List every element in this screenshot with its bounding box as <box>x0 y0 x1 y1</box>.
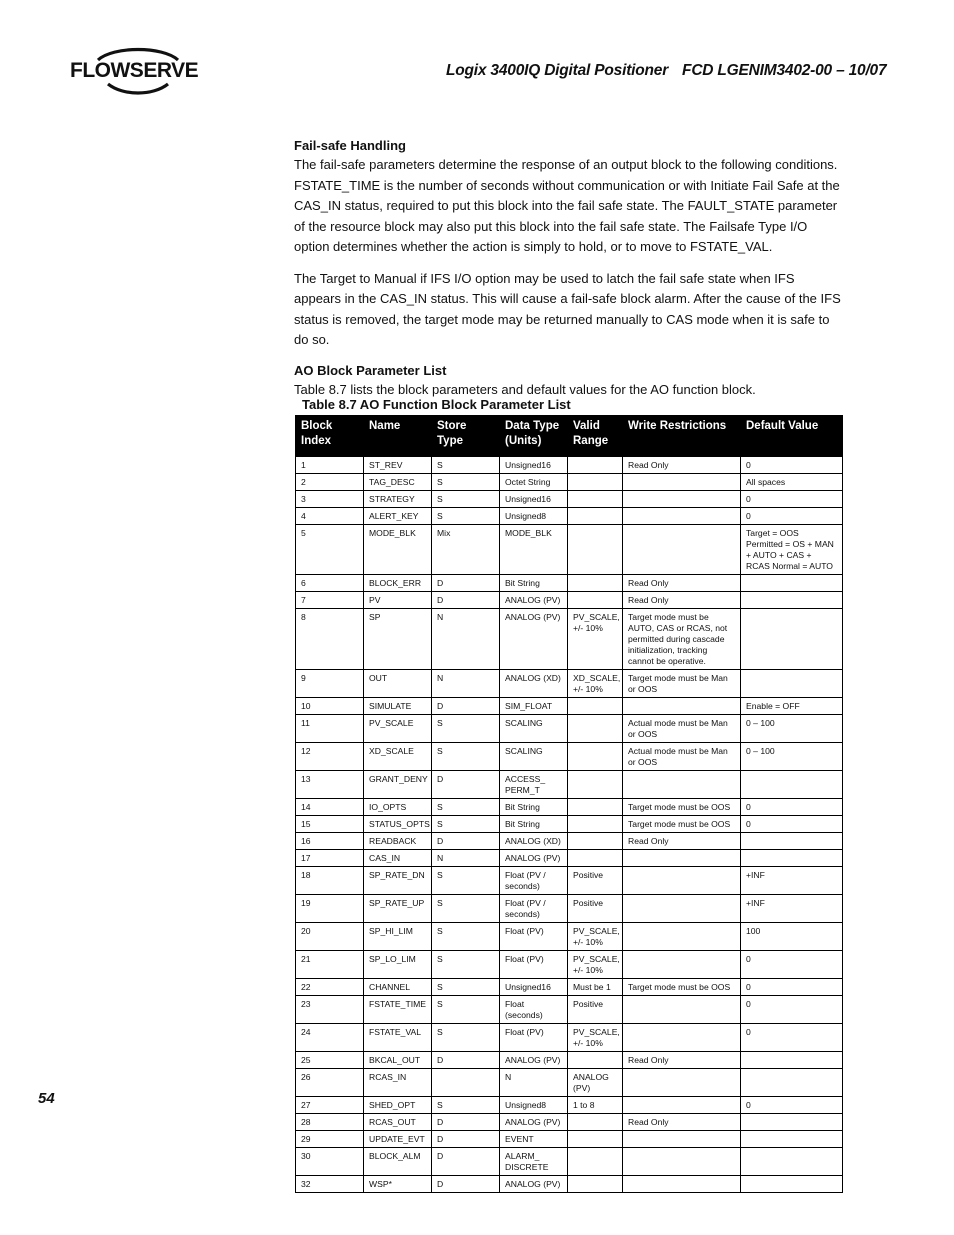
cell-name: SP_RATE_UP <box>364 895 432 923</box>
cell-store-type: S <box>432 996 500 1024</box>
cell-default-value: 0 <box>741 1097 843 1114</box>
cell-store-type: S <box>432 816 500 833</box>
document-id: FCD LGENIM3402-00 – 10/07 <box>682 62 887 79</box>
table-row <box>296 743 843 771</box>
cell-data-type: Unsigned16 <box>500 491 568 508</box>
cell-store-type: S <box>432 799 500 816</box>
cell-default-value <box>741 771 843 799</box>
cell-name: FSTATE_VAL <box>364 1024 432 1052</box>
cell-store-type: D <box>432 1131 500 1148</box>
table-row <box>296 491 843 508</box>
cell-write-restrictions: Target mode must be OOS <box>623 799 741 816</box>
cell-store-type: D <box>432 1176 500 1193</box>
header-data-type: Data Type (Units) <box>500 416 568 457</box>
cell-valid-range <box>568 457 623 474</box>
cell-write-restrictions: Target mode must be AUTO, CAS or RCAS, not permitted during cascade initialization, tracking cannot be operative. <box>623 609 741 670</box>
cell-block-index: 13 <box>296 771 364 799</box>
cell-name: SP_LO_LIM <box>364 951 432 979</box>
cell-write-restrictions <box>623 1097 741 1114</box>
cell-block-index: 25 <box>296 1052 364 1069</box>
table-row <box>296 1131 843 1148</box>
logo-wordmark: FLOWSERVE <box>70 59 199 82</box>
cell-write-restrictions: Actual mode must be Man or OOS <box>623 715 741 743</box>
header-store-type: Store Type <box>432 416 500 457</box>
cell-default-value <box>741 833 843 850</box>
cell-block-index: 18 <box>296 867 364 895</box>
cell-default-value <box>741 592 843 609</box>
cell-write-restrictions <box>623 525 741 575</box>
cell-default-value <box>741 575 843 592</box>
cell-valid-range <box>568 1131 623 1148</box>
cell-write-restrictions <box>623 923 741 951</box>
cell-store-type: D <box>432 1052 500 1069</box>
cell-write-restrictions: Target mode must be OOS <box>623 816 741 833</box>
cell-valid-range <box>568 474 623 491</box>
header-default-value: Default Value <box>741 416 843 457</box>
cell-write-restrictions <box>623 1131 741 1148</box>
table-row <box>296 895 843 923</box>
cell-data-type: ANALOG (PV) <box>500 592 568 609</box>
cell-store-type: S <box>432 979 500 996</box>
cell-store-type: D <box>432 833 500 850</box>
cell-default-value: +INF <box>741 895 843 923</box>
cell-block-index: 1 <box>296 457 364 474</box>
table-row <box>296 1024 843 1052</box>
cell-valid-range <box>568 525 623 575</box>
cell-data-type: ANALOG (PV) <box>500 850 568 867</box>
cell-data-type: Float (seconds) <box>500 996 568 1024</box>
cell-write-restrictions <box>623 1069 741 1097</box>
table-row <box>296 1176 843 1193</box>
cell-block-index: 17 <box>296 850 364 867</box>
cell-block-index: 22 <box>296 979 364 996</box>
cell-valid-range <box>568 816 623 833</box>
cell-data-type: Unsigned8 <box>500 508 568 525</box>
table-row <box>296 474 843 491</box>
cell-default-value: +INF <box>741 867 843 895</box>
table-row <box>296 771 843 799</box>
cell-block-index: 15 <box>296 816 364 833</box>
cell-default-value: 0 <box>741 996 843 1024</box>
table-row <box>296 816 843 833</box>
table-caption: Table 8.7 AO Function Block Parameter List <box>302 397 571 412</box>
cell-data-type: ALARM_ DISCRETE <box>500 1148 568 1176</box>
cell-write-restrictions <box>623 1024 741 1052</box>
cell-valid-range <box>568 508 623 525</box>
cell-block-index: 20 <box>296 923 364 951</box>
cell-valid-range <box>568 575 623 592</box>
cell-write-restrictions <box>623 474 741 491</box>
cell-name: IO_OPTS <box>364 799 432 816</box>
flowserve-logo <box>68 44 208 96</box>
table-row <box>296 951 843 979</box>
cell-store-type: S <box>432 743 500 771</box>
cell-valid-range: XD_SCALE, +/- 10% <box>568 670 623 698</box>
cell-valid-range <box>568 715 623 743</box>
cell-block-index: 4 <box>296 508 364 525</box>
table-row <box>296 799 843 816</box>
cell-block-index: 23 <box>296 996 364 1024</box>
cell-valid-range: Positive <box>568 895 623 923</box>
table-row <box>296 833 843 850</box>
cell-default-value: 0 <box>741 979 843 996</box>
cell-default-value: 100 <box>741 923 843 951</box>
cell-name: TAG_DESC <box>364 474 432 491</box>
cell-data-type: ANALOG (PV) <box>500 1114 568 1131</box>
cell-data-type: ANALOG (PV) <box>500 1052 568 1069</box>
cell-block-index: 8 <box>296 609 364 670</box>
cell-store-type: S <box>432 1097 500 1114</box>
cell-block-index: 26 <box>296 1069 364 1097</box>
table-row <box>296 609 843 670</box>
cell-name: GRANT_DENY <box>364 771 432 799</box>
cell-write-restrictions <box>623 867 741 895</box>
table-row <box>296 1148 843 1176</box>
cell-block-index: 9 <box>296 670 364 698</box>
cell-block-index: 32 <box>296 1176 364 1193</box>
cell-write-restrictions: Target mode must be OOS <box>623 979 741 996</box>
cell-valid-range <box>568 833 623 850</box>
cell-name: PV_SCALE <box>364 715 432 743</box>
cell-valid-range <box>568 743 623 771</box>
cell-data-type: SCALING <box>500 715 568 743</box>
cell-valid-range <box>568 850 623 867</box>
cell-data-type: SIM_FLOAT <box>500 698 568 715</box>
cell-name: RCAS_OUT <box>364 1114 432 1131</box>
cell-store-type: N <box>432 670 500 698</box>
cell-valid-range: PV_SCALE, +/- 10% <box>568 951 623 979</box>
table-row <box>296 508 843 525</box>
cell-name: READBACK <box>364 833 432 850</box>
table-row <box>296 592 843 609</box>
cell-block-index: 29 <box>296 1131 364 1148</box>
cell-block-index: 7 <box>296 592 364 609</box>
table-row <box>296 1052 843 1069</box>
cell-valid-range: PV_SCALE, +/- 10% <box>568 923 623 951</box>
cell-name: RCAS_IN <box>364 1069 432 1097</box>
cell-store-type: S <box>432 715 500 743</box>
cell-data-type: Float (PV / seconds) <box>500 895 568 923</box>
cell-data-type: Float (PV) <box>500 923 568 951</box>
cell-default-value <box>741 1148 843 1176</box>
cell-block-index: 11 <box>296 715 364 743</box>
cell-store-type: S <box>432 923 500 951</box>
cell-default-value <box>741 1052 843 1069</box>
cell-write-restrictions <box>623 698 741 715</box>
cell-store-type: S <box>432 508 500 525</box>
cell-block-index: 24 <box>296 1024 364 1052</box>
cell-name: STRATEGY <box>364 491 432 508</box>
cell-write-restrictions <box>623 895 741 923</box>
cell-data-type: Bit String <box>500 575 568 592</box>
table-row <box>296 575 843 592</box>
cell-write-restrictions: Target mode must be Man or OOS <box>623 670 741 698</box>
cell-valid-range: Positive <box>568 996 623 1024</box>
table-row <box>296 670 843 698</box>
cell-default-value: 0 <box>741 491 843 508</box>
cell-valid-range <box>568 1176 623 1193</box>
cell-default-value <box>741 850 843 867</box>
cell-store-type: S <box>432 895 500 923</box>
cell-write-restrictions: Read Only <box>623 833 741 850</box>
cell-name: FSTATE_TIME <box>364 996 432 1024</box>
cell-valid-range <box>568 1114 623 1131</box>
cell-write-restrictions: Read Only <box>623 1052 741 1069</box>
cell-name: WSP* <box>364 1176 432 1193</box>
cell-block-index: 21 <box>296 951 364 979</box>
cell-name: SP <box>364 609 432 670</box>
body-text <box>294 137 842 411</box>
table-row <box>296 923 843 951</box>
table-row <box>296 850 843 867</box>
cell-default-value: All spaces <box>741 474 843 491</box>
cell-default-value: Enable = OFF <box>741 698 843 715</box>
cell-write-restrictions: Read Only <box>623 575 741 592</box>
cell-block-index: 3 <box>296 491 364 508</box>
table-row <box>296 715 843 743</box>
cell-data-type: ANALOG (XD) <box>500 833 568 850</box>
cell-valid-range <box>568 698 623 715</box>
cell-name: CAS_IN <box>364 850 432 867</box>
cell-default-value: 0 <box>741 951 843 979</box>
cell-write-restrictions <box>623 996 741 1024</box>
cell-block-index: 6 <box>296 575 364 592</box>
cell-data-type: Bit String <box>500 816 568 833</box>
cell-store-type <box>432 1069 500 1097</box>
cell-data-type: Unsigned16 <box>500 979 568 996</box>
cell-name: BKCAL_OUT <box>364 1052 432 1069</box>
cell-store-type: S <box>432 474 500 491</box>
cell-default-value: 0 <box>741 816 843 833</box>
cell-default-value: 0 – 100 <box>741 715 843 743</box>
cell-store-type: S <box>432 867 500 895</box>
cell-block-index: 10 <box>296 698 364 715</box>
cell-write-restrictions <box>623 1176 741 1193</box>
header-block-index: Block Index <box>296 416 364 457</box>
cell-write-restrictions: Read Only <box>623 457 741 474</box>
cell-write-restrictions <box>623 1148 741 1176</box>
cell-store-type: S <box>432 1024 500 1052</box>
cell-block-index: 12 <box>296 743 364 771</box>
cell-name: XD_SCALE <box>364 743 432 771</box>
cell-name: UPDATE_EVT <box>364 1131 432 1148</box>
cell-data-type: N <box>500 1069 568 1097</box>
cell-store-type: D <box>432 592 500 609</box>
table-row <box>296 1097 843 1114</box>
cell-data-type: ANALOG (PV) <box>500 609 568 670</box>
cell-block-index: 5 <box>296 525 364 575</box>
cell-data-type: Octet String <box>500 474 568 491</box>
cell-default-value: Target = OOS Permitted = OS + MAN + AUTO + CAS + RCAS Normal = AUTO <box>741 525 843 575</box>
cell-default-value <box>741 1131 843 1148</box>
cell-write-restrictions: Read Only <box>623 592 741 609</box>
cell-name: SP_HI_LIM <box>364 923 432 951</box>
cell-store-type: S <box>432 951 500 979</box>
cell-name: MODE_BLK <box>364 525 432 575</box>
cell-data-type: ANALOG (PV) <box>500 1176 568 1193</box>
cell-name: BLOCK_ERR <box>364 575 432 592</box>
cell-default-value <box>741 1114 843 1131</box>
cell-valid-range <box>568 1148 623 1176</box>
cell-default-value: 0 <box>741 457 843 474</box>
cell-valid-range <box>568 799 623 816</box>
cell-data-type: Float (PV) <box>500 951 568 979</box>
cell-valid-range: ANALOG (PV) <box>568 1069 623 1097</box>
product-name: Logix 3400IQ Digital Positioner <box>446 62 669 79</box>
cell-write-restrictions <box>623 491 741 508</box>
cell-default-value: 0 – 100 <box>741 743 843 771</box>
cell-valid-range <box>568 1052 623 1069</box>
cell-store-type: D <box>432 1148 500 1176</box>
cell-name: STATUS_OPTS <box>364 816 432 833</box>
cell-name: SIMULATE <box>364 698 432 715</box>
cell-data-type: MODE_BLK <box>500 525 568 575</box>
cell-data-type: Float (PV / seconds) <box>500 867 568 895</box>
cell-store-type: D <box>432 698 500 715</box>
header-name: Name <box>364 416 432 457</box>
cell-data-type: SCALING <box>500 743 568 771</box>
cell-default-value: 0 <box>741 508 843 525</box>
cell-default-value <box>741 1069 843 1097</box>
table-row <box>296 1114 843 1131</box>
header-valid-range: Valid Range <box>568 416 623 457</box>
cell-name: CHANNEL <box>364 979 432 996</box>
failsafe-paragraph-2: The Target to Manual if IFS I/O option may be used to latch the fail safe state when IFS appears in the CAS_IN status. This will cause a fail-safe block alarm. After the cause of the IFS status is removed, the target mode may be returned manually to CAS mode when it is safe to do so. <box>294 270 841 347</box>
header-write-restrictions: Write Restrictions <box>623 416 741 457</box>
cell-valid-range: Must be 1 <box>568 979 623 996</box>
cell-data-type: ANALOG (XD) <box>500 670 568 698</box>
cell-valid-range: 1 to 8 <box>568 1097 623 1114</box>
cell-valid-range: Positive <box>568 867 623 895</box>
table-row <box>296 525 843 575</box>
cell-data-type: Float (PV) <box>500 1024 568 1052</box>
cell-data-type: Unsigned16 <box>500 457 568 474</box>
cell-block-index: 14 <box>296 799 364 816</box>
cell-valid-range <box>568 592 623 609</box>
cell-default-value <box>741 670 843 698</box>
cell-block-index: 19 <box>296 895 364 923</box>
section-title-ao-params: AO Block Parameter List <box>294 362 447 378</box>
table-row <box>296 457 843 474</box>
cell-data-type: EVENT <box>500 1131 568 1148</box>
cell-name: SP_RATE_DN <box>364 867 432 895</box>
cell-valid-range <box>568 771 623 799</box>
table-row <box>296 867 843 895</box>
cell-store-type: N <box>432 609 500 670</box>
cell-write-restrictions: Read Only <box>623 1114 741 1131</box>
table-header-row <box>296 416 843 457</box>
cell-name: BLOCK_ALM <box>364 1148 432 1176</box>
cell-data-type: Unsigned8 <box>500 1097 568 1114</box>
cell-default-value: 0 <box>741 799 843 816</box>
cell-name: ST_REV <box>364 457 432 474</box>
cell-valid-range: PV_SCALE, +/- 10% <box>568 609 623 670</box>
cell-data-type: Bit String <box>500 799 568 816</box>
cell-valid-range <box>568 491 623 508</box>
cell-write-restrictions <box>623 850 741 867</box>
cell-name: ALERT_KEY <box>364 508 432 525</box>
table-body <box>296 457 843 1193</box>
table-row <box>296 1069 843 1097</box>
cell-name: SHED_OPT <box>364 1097 432 1114</box>
cell-store-type: Mix <box>432 525 500 575</box>
page-number: 54 <box>38 1090 55 1107</box>
cell-store-type: N <box>432 850 500 867</box>
section-title-failsafe: Fail-safe Handling <box>294 138 406 153</box>
cell-block-index: 28 <box>296 1114 364 1131</box>
cell-store-type: D <box>432 1114 500 1131</box>
cell-write-restrictions <box>623 771 741 799</box>
cell-write-restrictions <box>623 951 741 979</box>
cell-write-restrictions: Actual mode must be Man or OOS <box>623 743 741 771</box>
cell-store-type: S <box>432 491 500 508</box>
cell-block-index: 2 <box>296 474 364 491</box>
cell-store-type: D <box>432 771 500 799</box>
table-row <box>296 698 843 715</box>
cell-name: PV <box>364 592 432 609</box>
cell-block-index: 27 <box>296 1097 364 1114</box>
cell-block-index: 30 <box>296 1148 364 1176</box>
table-row <box>296 979 843 996</box>
cell-block-index: 16 <box>296 833 364 850</box>
cell-default-value <box>741 609 843 670</box>
ao-parameter-table <box>295 415 843 1193</box>
cell-name: OUT <box>364 670 432 698</box>
document-header <box>446 62 886 80</box>
cell-valid-range: PV_SCALE, +/- 10% <box>568 1024 623 1052</box>
cell-store-type: S <box>432 457 500 474</box>
cell-default-value <box>741 1176 843 1193</box>
cell-write-restrictions <box>623 508 741 525</box>
cell-store-type: D <box>432 575 500 592</box>
cell-default-value: 0 <box>741 1024 843 1052</box>
table-row <box>296 996 843 1024</box>
failsafe-paragraph-1: The fail-safe parameters determine the response of an output block to the following conditions. FSTATE_TIME is the number of seconds without communication or with Initiate Fail Safe at the CAS_IN status, required to put this block into the fail safe state. The FAULT_STATE parameter of the resource block may also put this block into the fail safe state. The Failsafe Type I/O option determines whether the action is simply to hold, or to move to FSTATE_VAL. <box>294 157 840 254</box>
ao-params-paragraph: Table 8.7 lists the block parameters and default values for the AO function block. <box>294 381 756 397</box>
cell-data-type: ACCESS_ PERM_T <box>500 771 568 799</box>
